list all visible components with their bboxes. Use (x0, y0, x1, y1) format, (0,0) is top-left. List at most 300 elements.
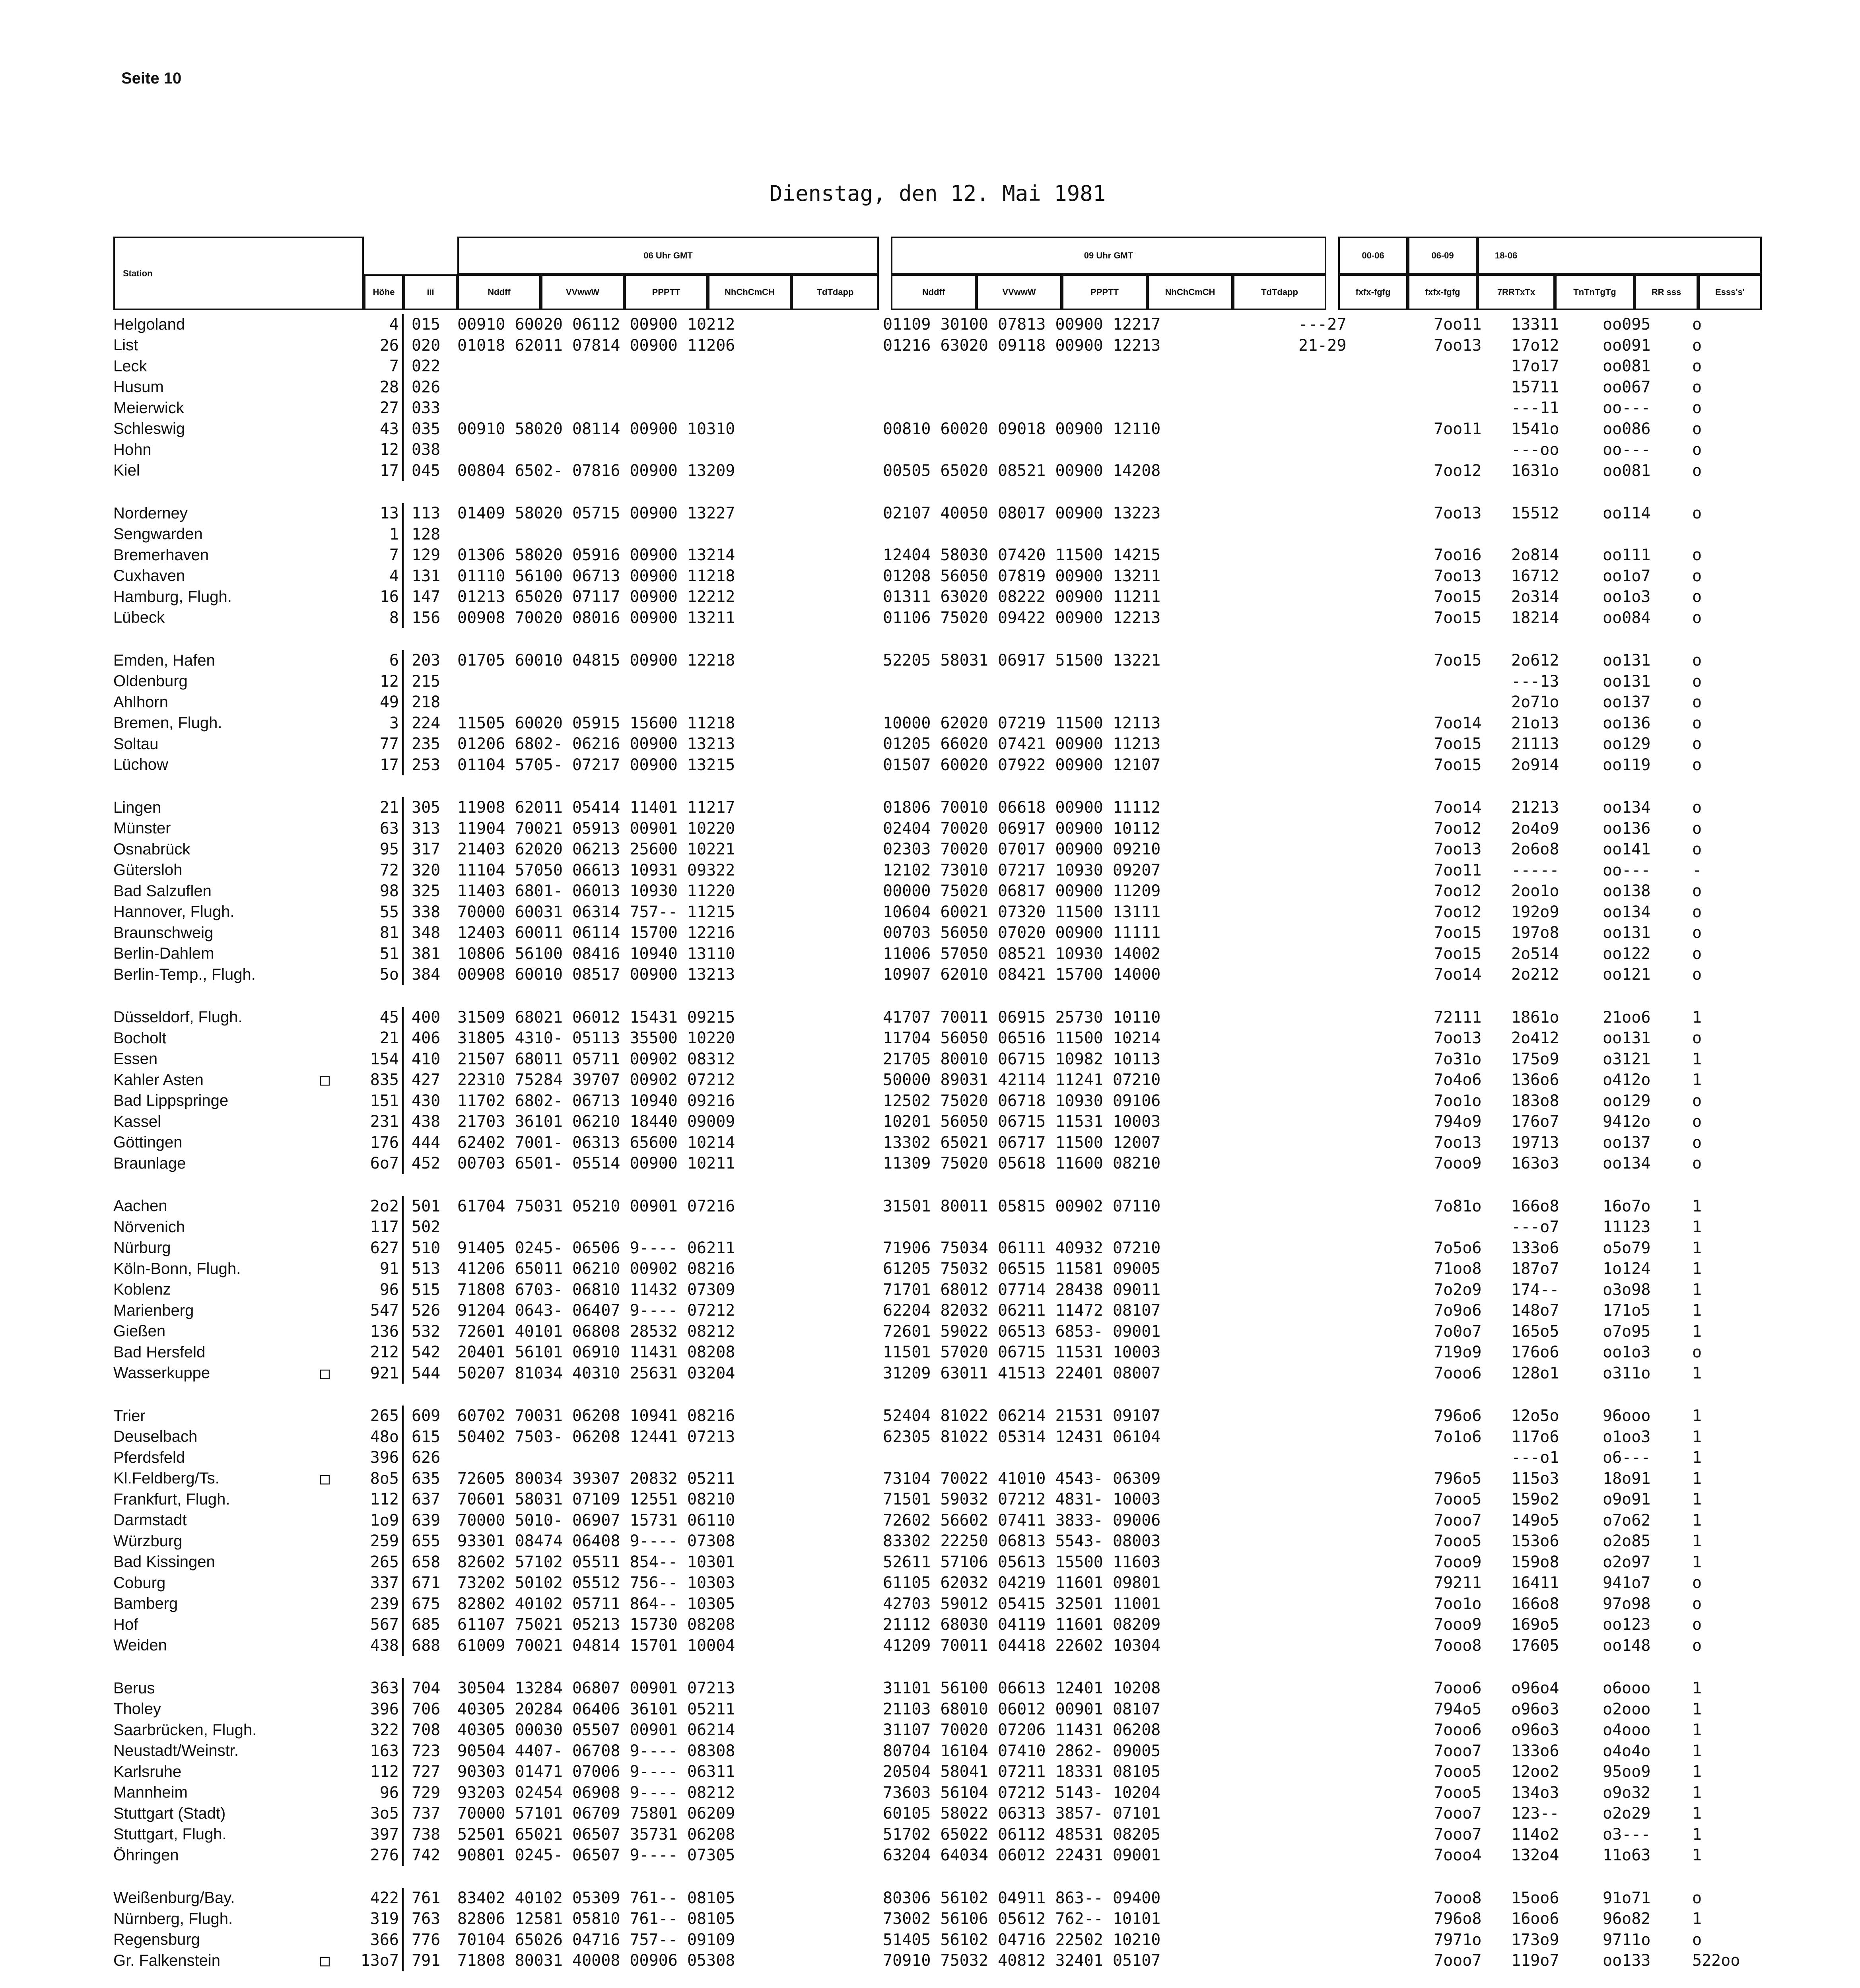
station-group (113, 1406, 1768, 1656)
obs-09: 02107 40050 08017 00900 13223 (883, 504, 1161, 523)
ground-state: 1 (1692, 1741, 1702, 1760)
obs-09: 62204 82032 06211 11472 08107 (883, 1301, 1161, 1320)
table-row (113, 1720, 1768, 1741)
group-7rr: 7ooo7 (1434, 1804, 1482, 1823)
table-row (113, 608, 1768, 629)
group-7rr: 7o5o6 (1434, 1239, 1482, 1257)
obs-06: 83402 40102 05309 761-- 08105 (457, 1889, 735, 1907)
station-group (113, 1678, 1768, 1866)
precip-snow: o4ooo (1603, 1721, 1651, 1740)
obs-09: 01311 63020 08222 00900 11211 (883, 588, 1161, 606)
table-row (113, 1427, 1768, 1448)
group-7rr: 7ooo7 (1434, 1511, 1482, 1530)
obs-06: 71808 6703- 06810 11432 07309 (457, 1280, 735, 1299)
station-index: 513 (412, 1260, 441, 1278)
precip-snow: o7o95 (1603, 1322, 1651, 1341)
precip-snow: 171o5 (1603, 1301, 1651, 1320)
obs-06: 11904 70021 05913 00901 10220 (457, 819, 735, 838)
obs-09: 00703 56050 07020 00900 11111 (883, 924, 1161, 942)
station-height: 117 (364, 1217, 404, 1238)
group-7rr: 7oo1o (1434, 1091, 1482, 1110)
group-7rr: 7ooo5 (1434, 1490, 1482, 1509)
table-row (113, 1238, 1768, 1259)
station-name: Düsseldorf, Flugh. (113, 1008, 243, 1026)
table-row (113, 1279, 1768, 1301)
station-name: Mannheim (113, 1784, 188, 1802)
obs-09: 02404 70020 06917 00900 10112 (883, 819, 1161, 838)
station-index: 325 (412, 882, 441, 901)
station-name: Würzburg (113, 1532, 183, 1550)
station-name: Meierwick (113, 399, 184, 417)
page-number: Seite 10 (121, 70, 182, 87)
station-name: Hamburg, Flugh. (113, 588, 232, 606)
precip-snow: o7o62 (1603, 1511, 1651, 1530)
header-group09 (891, 237, 1326, 274)
station-name: Gr. Falkenstein (113, 1951, 221, 1969)
temp-extremes: 175o9 (1511, 1050, 1559, 1068)
precip-snow: oo131 (1603, 651, 1651, 670)
group-7rr: 7o4o6 (1434, 1071, 1482, 1089)
ground-state: o (1692, 567, 1702, 585)
station-name: Bremerhaven (113, 546, 209, 564)
obs-09: 73104 70022 41010 4543- 06309 (883, 1469, 1161, 1488)
station-name: Weißenburg/Bay. (113, 1889, 235, 1907)
station-height: 154 (364, 1049, 404, 1070)
station-name: Soltau (113, 735, 159, 753)
temp-extremes: 169o5 (1511, 1615, 1559, 1634)
station-height: 63 (364, 818, 404, 839)
obs-09: 31501 80011 05815 00902 07110 (883, 1197, 1161, 1215)
obs-06: 21507 68011 05711 00902 08312 (457, 1050, 735, 1068)
ground-state: o (1692, 378, 1702, 396)
obs-09: 62305 81022 05314 12431 06104 (883, 1427, 1161, 1446)
group-7rr: 7oo14 (1434, 798, 1482, 817)
group-7rr: 7oo1o (1434, 1594, 1482, 1613)
group-7rr: 7o81o (1434, 1197, 1482, 1215)
obs-06: 50207 81034 40310 25631 03204 (457, 1364, 735, 1382)
station-group (113, 1196, 1768, 1384)
obs-06: 01409 58020 05715 00900 13227 (457, 504, 735, 523)
station-index: 763 (412, 1910, 441, 1928)
ground-state: o (1692, 924, 1702, 942)
group-7rr: 794o9 (1434, 1112, 1482, 1131)
table-row (113, 1132, 1768, 1153)
header-iii-label: iii (427, 287, 434, 297)
obs-06: 12403 60011 06114 15700 12216 (457, 924, 735, 942)
temp-extremes: 1861o (1511, 1008, 1559, 1027)
header-ff2 (1408, 274, 1477, 310)
temp-extremes: 21113 (1511, 735, 1559, 753)
precip-snow: 941o7 (1603, 1574, 1651, 1592)
precip-snow: oo129 (1603, 1091, 1651, 1110)
temp-extremes: 13311 (1511, 315, 1559, 334)
temp-extremes: 119o7 (1511, 1951, 1559, 1970)
precip-snow: 91o71 (1603, 1889, 1651, 1907)
precip-snow: oo136 (1603, 714, 1651, 732)
temp-extremes: 128o1 (1511, 1364, 1559, 1382)
station-height: 26 (364, 335, 404, 356)
header-group09-label: 09 Uhr GMT (1084, 250, 1133, 260)
group-7rr: 7ooo6 (1434, 1364, 1482, 1382)
group-7rr: 7oo15 (1434, 651, 1482, 670)
group-7rr: 7oo14 (1434, 965, 1482, 984)
station-index: 706 (412, 1700, 441, 1718)
table-row (113, 1300, 1768, 1321)
precip-snow: oo133 (1603, 1951, 1651, 1970)
temp-extremes: 2o212 (1511, 965, 1559, 984)
obs-06: 41206 65011 06210 00902 08216 (457, 1260, 735, 1278)
precip-snow: oo--- (1603, 399, 1651, 417)
temp-extremes: 187o7 (1511, 1260, 1559, 1278)
station-height: 276 (364, 1845, 404, 1866)
obs-09: 42703 59012 05415 32501 11001 (883, 1594, 1161, 1613)
station-height: 49 (364, 692, 404, 713)
header-06-c4 (791, 274, 879, 310)
ground-state: 1 (1692, 1846, 1702, 1865)
temp-extremes: o96o4 (1511, 1679, 1559, 1698)
header-e (1698, 274, 1762, 310)
station-index: 452 (412, 1154, 441, 1173)
header-06-c0-label: Nddff (488, 287, 511, 297)
obs-06: 72605 80034 39307 20832 05211 (457, 1469, 735, 1488)
obs-06: 70000 57101 06709 75801 06209 (457, 1804, 735, 1823)
ground-state: o (1692, 693, 1702, 712)
station-name: Köln-Bonn, Flugh. (113, 1260, 241, 1277)
group-7rr: 71oo8 (1434, 1260, 1482, 1278)
station-height: 3o5 (364, 1803, 404, 1824)
obs-06: 60702 70031 06208 10941 08216 (457, 1407, 735, 1425)
station-height: 6o7 (364, 1153, 404, 1174)
group-7rr: 7ooo9 (1434, 1553, 1482, 1571)
precip-snow: 18o91 (1603, 1469, 1651, 1488)
group-7rr: 7oo13 (1434, 504, 1482, 523)
station-height: 397 (364, 1824, 404, 1845)
group-7rr: 7ooo5 (1434, 1763, 1482, 1781)
ground-state: 1 (1692, 1448, 1702, 1467)
station-height: 98 (364, 881, 404, 902)
table-row (113, 1950, 1768, 1971)
group-7rr: 7o1o6 (1434, 1427, 1482, 1446)
station-name: Göttingen (113, 1134, 183, 1151)
group-7rr: 7ooo5 (1434, 1783, 1482, 1802)
temp-extremes: 176o7 (1511, 1112, 1559, 1131)
ground-state: 1 (1692, 1364, 1702, 1382)
station-name: Hohn (113, 441, 152, 458)
obs-06: 01213 65020 07117 00900 12212 (457, 588, 735, 606)
obs-09: 00505 65020 08521 00900 14208 (883, 461, 1161, 480)
precip-snow: oo084 (1603, 608, 1651, 627)
precip-snow: o2o85 (1603, 1532, 1651, 1551)
precip-snow: oo095 (1603, 315, 1651, 334)
station-height: 567 (364, 1614, 404, 1635)
obs-09: 01806 70010 06618 00900 11112 (883, 798, 1161, 817)
temp-extremes: 2o814 (1511, 546, 1559, 565)
station-height: 363 (364, 1678, 404, 1699)
obs-06: 71808 80031 40008 00906 05308 (457, 1951, 735, 1970)
group-7rr: 7o31o (1434, 1050, 1482, 1068)
temp-extremes: 159o8 (1511, 1553, 1559, 1571)
obs-09: 12404 58030 07420 11500 14215 (883, 546, 1161, 565)
ground-state: o (1692, 1615, 1702, 1634)
precip-snow: 11123 (1603, 1218, 1651, 1237)
temp-extremes: 149o5 (1511, 1511, 1559, 1530)
group-7rr: 72111 (1434, 1008, 1482, 1027)
precip-snow: oo091 (1603, 336, 1651, 355)
group-7rr: 7oo13 (1434, 1029, 1482, 1048)
header-rr (1635, 274, 1698, 310)
station-name: Ahlhorn (113, 693, 168, 711)
group-7rr: 7ooo7 (1434, 1741, 1482, 1760)
obs-09: 10907 62010 08421 15700 14000 (883, 965, 1161, 984)
obs-06: 31509 68021 06012 15431 09215 (457, 1008, 735, 1027)
obs-06: 11403 6801- 06013 10930 11220 (457, 882, 735, 901)
station-name: Neustadt/Weinstr. (113, 1742, 239, 1760)
obs-09: 00000 75020 06817 00900 11209 (883, 882, 1161, 901)
ground-state: 1 (1692, 1407, 1702, 1425)
station-index: 515 (412, 1280, 441, 1299)
station-name: Bad Kissingen (113, 1553, 215, 1571)
group-7rr: 7ooo9 (1434, 1154, 1482, 1173)
station-index: 688 (412, 1636, 441, 1655)
obs-06: 70104 65026 04716 757-- 09109 (457, 1930, 735, 1949)
group-7rr: 7oo12 (1434, 819, 1482, 838)
obs-09: 11006 57050 08521 10930 14002 (883, 944, 1161, 963)
ground-state: o (1692, 441, 1702, 459)
station-index: 020 (412, 336, 441, 355)
station-index: 501 (412, 1197, 441, 1215)
obs-09: 01205 66020 07421 00900 11213 (883, 735, 1161, 753)
obs-09: 61205 75032 06515 11581 09005 (883, 1260, 1161, 1278)
station-name: Bocholt (113, 1029, 167, 1047)
station-height: 4 (364, 566, 404, 587)
header-06-c2-label: PPPTT (652, 287, 680, 297)
temp-extremes: 163o3 (1511, 1154, 1559, 1173)
precip-snow: oo067 (1603, 378, 1651, 396)
obs-06: 00804 6502- 07816 00900 13209 (457, 461, 735, 480)
table-row (113, 902, 1768, 923)
station-height: 212 (364, 1342, 404, 1363)
precip-snow: oo--- (1603, 441, 1651, 459)
station-index: 224 (412, 714, 441, 732)
station-height: 7 (364, 356, 404, 377)
precip-snow: 95oo9 (1603, 1763, 1651, 1781)
temp-extremes: o96o3 (1511, 1721, 1559, 1740)
table-row (113, 1824, 1768, 1845)
station-height: 48o (364, 1427, 404, 1448)
obs-09: 12502 75020 06718 10930 09106 (883, 1091, 1161, 1110)
station-name: Öhringen (113, 1846, 179, 1864)
obs-09: 71501 59032 07212 4831- 10003 (883, 1490, 1161, 1509)
temp-extremes: ---11 (1511, 399, 1559, 417)
temp-extremes: 2o612 (1511, 651, 1559, 670)
header-group06-label: 06 Uhr GMT (643, 250, 693, 260)
station-index: 635 (412, 1469, 441, 1488)
station-height: 17 (364, 755, 404, 776)
ground-state: o (1692, 588, 1702, 606)
station-height: 81 (364, 922, 404, 944)
station-height: 176 (364, 1132, 404, 1153)
obs-09: 10201 56050 06715 11531 10003 (883, 1112, 1161, 1131)
table-row (113, 314, 1768, 335)
group-7rr: 7ooo8 (1434, 1889, 1482, 1907)
station-height: 1o9 (364, 1510, 404, 1531)
precip-snow: 1o124 (1603, 1260, 1651, 1278)
station-index: 113 (412, 504, 441, 523)
obs-06: 91405 0245- 06506 9---- 06211 (457, 1239, 735, 1257)
obs-06: 72601 40101 06808 28532 08212 (457, 1322, 735, 1341)
table-row (113, 1111, 1768, 1132)
temp-extremes: 197o8 (1511, 924, 1559, 942)
station-index: 033 (412, 399, 441, 417)
station-height: 55 (364, 902, 404, 923)
table-row (113, 1699, 1768, 1720)
precip-snow: oo1o3 (1603, 588, 1651, 606)
header-ff1-label: fxfx-fgfg (1355, 287, 1391, 297)
group-7rr: 7oo16 (1434, 546, 1482, 565)
station-index: 438 (412, 1112, 441, 1131)
station-height: 151 (364, 1091, 404, 1112)
table-row (113, 692, 1768, 713)
header-06-c3-label: NhChCmCH (725, 287, 775, 297)
group-7rr: 7oo13 (1434, 1133, 1482, 1152)
obs-06: 20401 56101 06910 11431 08208 (457, 1343, 735, 1362)
group-7rr: 7ooo5 (1434, 1532, 1482, 1551)
table-row (113, 1321, 1768, 1342)
temp-extremes: 16411 (1511, 1574, 1559, 1592)
station-name: Bad Salzuflen (113, 882, 212, 900)
ground-state: 1 (1692, 1280, 1702, 1299)
station-height: 112 (364, 1489, 404, 1510)
precip-snow: o3--- (1603, 1825, 1651, 1844)
obs-06: 01104 5705- 07217 00900 13215 (457, 755, 735, 774)
precip-snow: o2o29 (1603, 1804, 1651, 1823)
station-name: Bad Lippspringe (113, 1092, 229, 1110)
ground-state: 1 (1692, 1783, 1702, 1802)
station-index: 658 (412, 1553, 441, 1571)
header-06-c2 (624, 274, 708, 310)
obs-09: 80704 16104 07410 2862- 09005 (883, 1741, 1161, 1760)
table-row (113, 1782, 1768, 1804)
group-7rr: 7oo11 (1434, 315, 1482, 334)
station-index: 203 (412, 651, 441, 670)
station-flag: □ (320, 1364, 330, 1382)
precip-snow: 9412o (1603, 1112, 1651, 1131)
ground-state: o (1692, 1133, 1702, 1152)
obs-09: 01507 60020 07922 00900 12107 (883, 755, 1161, 774)
precip-snow: oo129 (1603, 735, 1651, 753)
station-name: Karlsruhe (113, 1763, 182, 1780)
station-index: 035 (412, 419, 441, 438)
ground-state: 1 (1692, 1721, 1702, 1740)
temp-extremes: 115o3 (1511, 1469, 1559, 1488)
table-row (113, 797, 1768, 818)
station-index: 544 (412, 1364, 441, 1382)
obs-06: 01306 58020 05916 00900 13214 (457, 546, 735, 565)
precip-snow: 96o82 (1603, 1910, 1651, 1928)
ground-state: o (1692, 714, 1702, 732)
ground-state: 1 (1692, 1218, 1702, 1237)
precip-snow: oo--- (1603, 861, 1651, 879)
temp-extremes: 2o6o8 (1511, 840, 1559, 859)
station-height: 835 (364, 1070, 404, 1091)
temp-extremes: 133o6 (1511, 1239, 1559, 1257)
obs-06: 93301 08474 06408 9---- 07308 (457, 1532, 735, 1551)
obs-06: 11505 60020 05915 15600 11218 (457, 714, 735, 732)
obs-06: 00703 6501- 05514 00900 10211 (457, 1154, 735, 1173)
temp-extremes: 114o2 (1511, 1825, 1559, 1844)
obs-06: 90303 01471 07006 9---- 06311 (457, 1763, 735, 1781)
ground-state: 1 (1692, 1700, 1702, 1718)
obs-09: 31107 70020 07206 11431 06208 (883, 1721, 1161, 1740)
station-name: Hannover, Flugh. (113, 903, 235, 921)
header-range-00-06 (1338, 237, 1408, 274)
group-7rr: 7ooo4 (1434, 1846, 1482, 1865)
temp-extremes: 1541o (1511, 419, 1559, 438)
obs-09: 72602 56602 07411 3833- 09006 (883, 1511, 1161, 1530)
temp-extremes: 15512 (1511, 504, 1559, 523)
station-height: 1 (364, 524, 404, 545)
precip-snow: oo134 (1603, 1154, 1651, 1173)
precip-snow: 96ooo (1603, 1407, 1651, 1425)
obs-06: 11702 6802- 06713 10940 09216 (457, 1091, 735, 1110)
obs-09: 20504 58041 07211 18331 08105 (883, 1763, 1161, 1781)
temp-extremes: 12oo2 (1511, 1763, 1559, 1781)
obs-06: 40305 20284 06406 36101 05211 (457, 1700, 735, 1718)
station-name: Braunschweig (113, 924, 214, 942)
station-index: 526 (412, 1301, 441, 1320)
precip-snow: o6--- (1603, 1448, 1651, 1467)
table-row (113, 1028, 1768, 1049)
station-index: 675 (412, 1594, 441, 1613)
group-7rr: 7oo12 (1434, 903, 1482, 921)
precip-snow: oo134 (1603, 798, 1651, 817)
ground-state: o (1692, 1574, 1702, 1592)
table-row (113, 1217, 1768, 1238)
station-index: 406 (412, 1029, 441, 1048)
temp-extremes: ---oo (1511, 441, 1559, 459)
temp-extremes: o96o3 (1511, 1700, 1559, 1718)
station-height: 16 (364, 586, 404, 608)
station-height: 396 (364, 1447, 404, 1468)
header-ff1 (1338, 274, 1408, 310)
obs-06: 61704 75031 05210 00901 07216 (457, 1197, 735, 1215)
station-height: 259 (364, 1531, 404, 1552)
table-row (113, 1552, 1768, 1573)
table-row (113, 734, 1768, 755)
group-7rr: 7oo13 (1434, 840, 1482, 859)
obs-06: 00908 70020 08016 00900 13211 (457, 608, 735, 627)
precip-snow: oo081 (1603, 461, 1651, 480)
precip-snow: 21oo6 (1603, 1008, 1651, 1027)
obs-09: 13302 65021 06717 11500 12007 (883, 1133, 1161, 1152)
obs-09: 51405 56102 04716 22502 10210 (883, 1930, 1161, 1949)
header-station-label: Station (123, 268, 153, 278)
group-7rr: 7oo15 (1434, 924, 1482, 942)
ground-state: o (1692, 965, 1702, 984)
station-group (113, 650, 1768, 775)
station-name: Koblenz (113, 1281, 171, 1299)
obs-06: 82806 12581 05810 761-- 08105 (457, 1910, 735, 1928)
obs-09: 70910 75032 40812 32401 05107 (883, 1951, 1161, 1970)
obs-09: 72601 59022 06513 6853- 09001 (883, 1322, 1161, 1341)
precip-snow: o9o32 (1603, 1783, 1651, 1802)
group-7rr: 7971o (1434, 1930, 1482, 1949)
temp-extremes: 19713 (1511, 1133, 1559, 1152)
table-header (113, 237, 1762, 310)
group-7rr: 7ooo7 (1434, 1825, 1482, 1844)
station-index: 542 (412, 1343, 441, 1362)
precip-snow: oo131 (1603, 1029, 1651, 1048)
